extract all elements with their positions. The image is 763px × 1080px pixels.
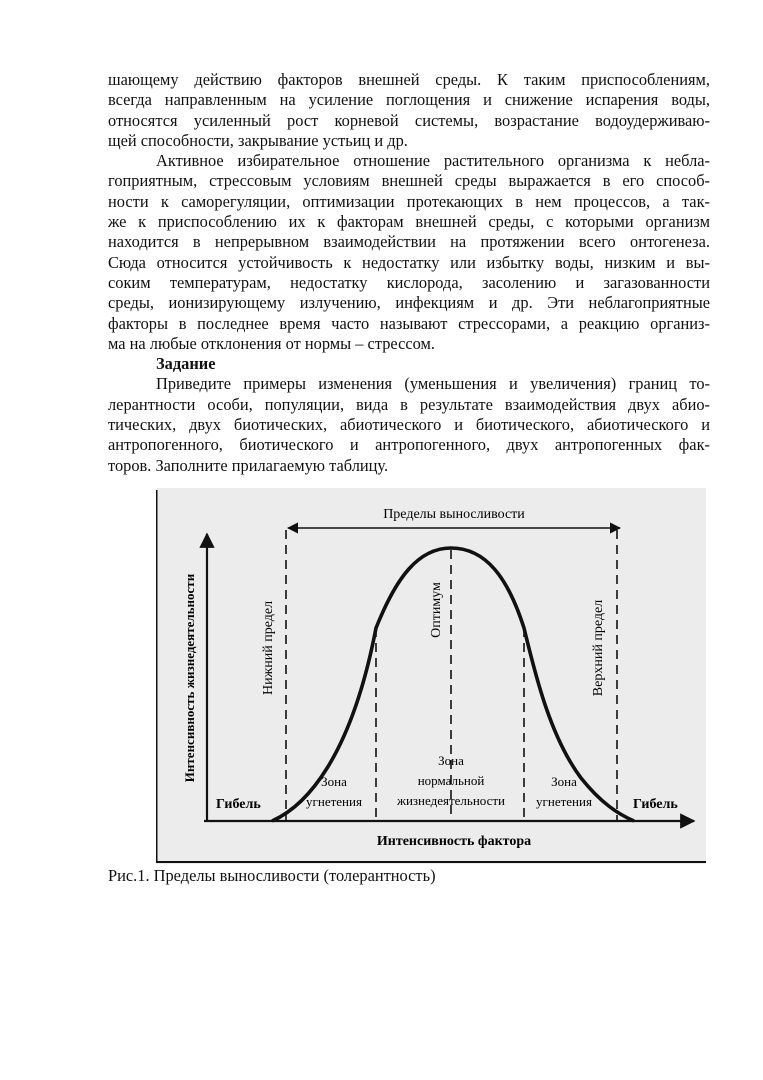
task-heading: Задание <box>156 354 216 374</box>
tolerance-figure <box>156 488 706 864</box>
zone-left-line-1: Зона <box>321 774 347 789</box>
text-line: ма на любые отклонения от нормы – стрессом. <box>108 333 435 353</box>
text-line: среды, ионизирующему излучению, инфекциям и др. Эти неблагоприятные <box>108 293 710 313</box>
zone-right-line-2: угнетения <box>536 794 592 809</box>
lower-limit-label: Нижний предел <box>261 600 276 696</box>
text-line: Приведите примеры изменения (уменьшения и увеличения) границ то- <box>156 374 710 394</box>
tolerance-diagram <box>156 488 706 864</box>
zone-center-line-2: нормальной <box>417 773 485 788</box>
text-line: лерантности особи, популяции, вида в результате взаимодействия двух абио- <box>108 394 710 414</box>
text-line: тических, двух биотических, абиотического и биотического, абиотического и <box>108 415 710 435</box>
text-line: Сюда относится устойчивость к недостатку или избытку воды, низким и вы- <box>108 252 710 272</box>
x-axis-label: Интенсивность фактора <box>376 834 532 849</box>
y-axis-label: Интенсивность жизнедеятельности <box>182 573 197 783</box>
death-left-label: Гибель <box>216 797 261 812</box>
zone-left-line-2: угнетения <box>306 794 362 809</box>
text-line: соким температурам, недостатку кислорода, засолению и загазованности <box>108 272 710 292</box>
paragraph-1 <box>108 70 710 151</box>
text-line: факторы в последнее время часто называют стрессорами, а реакцию организ- <box>108 313 710 333</box>
text-line: относятся усиленный рост корневой системы, возрастание водоудерживаю- <box>108 110 710 130</box>
document-text <box>108 70 710 476</box>
text-line: торов. Заполните прилагаемую таблицу. <box>108 455 389 475</box>
text-line: шающему действию факторов внешней среды. К таким приспособлениям, <box>108 70 710 89</box>
zone-center-line-3: жизнедеятельности <box>396 793 506 808</box>
text-line: гоприятным, стрессовым условиям внешней среды выражается в его способ- <box>108 171 710 191</box>
text-line: ности к саморегуляции, оптимизации протекающих в нем процессов, а так- <box>108 191 710 211</box>
text-line: находится в непрерывном взаимодействии на протяжении всего онтогенеза. <box>108 232 710 252</box>
figure-title: Пределы выносливости <box>383 507 525 522</box>
zone-center-line-1: Зона <box>438 753 464 768</box>
figure-caption: Рис.1. Пределы выносливости (толерантность) <box>108 866 436 885</box>
death-right-label: Гибель <box>633 797 678 812</box>
text-line: же к приспособлению их к факторам внешней среды, с которыми организм <box>108 212 710 232</box>
text-line: всегда направленным на усиление поглощения и снижение испарения воды, <box>108 90 710 110</box>
optimum-label: Оптимум <box>429 582 444 638</box>
zone-right-line-1: Зона <box>551 774 577 789</box>
text-line: антропогенного, биотического и антропогенного, двух антропогенных фак- <box>108 435 710 455</box>
task-paragraph <box>108 374 710 475</box>
text-line: щей способности, закрывание устьиц и др. <box>108 130 408 150</box>
upper-limit-label: Верхний предел <box>591 599 606 697</box>
text-line: Активное избирательное отношение растительного организма к небла- <box>156 151 710 171</box>
paragraph-2 <box>108 151 710 354</box>
